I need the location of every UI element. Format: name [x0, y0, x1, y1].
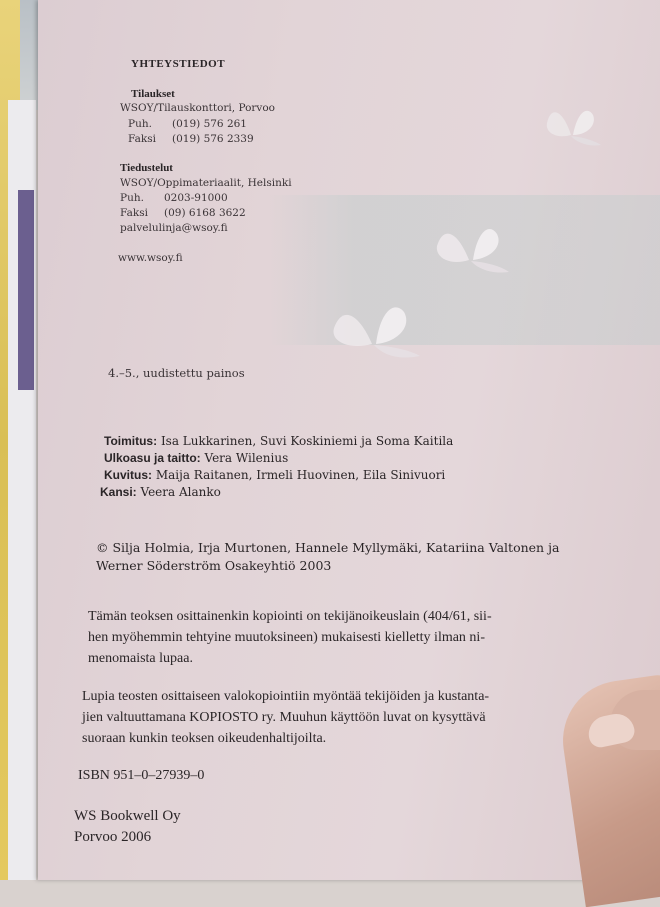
license-notice-line2: jien valtuuttamana KOPIOSTO ry. Muuhun käyttöön luvat on kysyttävä	[82, 710, 486, 725]
orders-fax: (019) 576 2339	[172, 133, 254, 145]
copy-notice-line3: menomaista lupaa.	[88, 651, 193, 666]
credit-names: Maija Raitanen, Irmeli Huovinen, Eila Sinivuori	[155, 468, 446, 482]
inquiries-phone-row	[120, 192, 228, 204]
inquiries-email: palvelulinja@wsoy.fi	[120, 222, 228, 234]
butterfly-icon	[328, 298, 423, 363]
orders-phone-label: Puh.	[128, 118, 152, 130]
credit-role: Kuvitus:	[104, 468, 152, 482]
copyright-line2: Werner Söderström Osakeyhtiö 2003	[96, 558, 332, 573]
isbn: ISBN 951–0–27939–0	[78, 768, 205, 783]
orders-fax-row	[128, 133, 254, 145]
inquiries-fax-row	[120, 207, 246, 219]
credit-names: Vera Wilenius	[204, 451, 289, 465]
orders-phone-row	[128, 118, 247, 130]
edition: 4.–5., uudistettu painos	[108, 366, 245, 380]
inquiries-phone-label: Puh.	[120, 192, 144, 204]
credit-role: Ulkoasu ja taitto:	[104, 451, 201, 465]
inquiries-phone: 0203-91000	[164, 192, 228, 204]
credit-role: Toimitus:	[104, 434, 158, 448]
butterfly-icon	[433, 218, 513, 278]
inquiries-fax-label: Faksi	[120, 207, 148, 219]
orders-org: WSOY/Tilauskonttori, Porvoo	[120, 102, 276, 114]
copy-notice-line2: hen myöhemmin tehtyine muutoksineen) mukaisesti kielletty ilman ni-	[88, 630, 485, 645]
orders-title: Tilaukset	[131, 88, 175, 100]
copyright-line1: © Silja Holmia, Irja Murtonen, Hannele Myllymäki, Katariina Valtonen ja	[96, 540, 560, 555]
credit-row	[104, 434, 453, 448]
credit-role: Kansi:	[100, 485, 137, 499]
credit-names: Veera Alanko	[140, 485, 221, 499]
purple-divider	[18, 190, 34, 390]
orders-phone: (019) 576 261	[172, 118, 247, 130]
license-notice-line3: suoraan kunkin teoksen oikeudenhaltijoilta.	[82, 731, 327, 746]
credit-row	[104, 468, 445, 482]
orders-fax-label: Faksi	[128, 133, 156, 145]
credit-row	[104, 451, 288, 465]
copy-notice-line1: Tämän teoksen osittainenkin kopiointi on tekijänoikeuslain (404/61, sii-	[88, 609, 492, 624]
printer-place-year: Porvoo 2006	[74, 829, 152, 845]
credit-row	[100, 485, 221, 499]
license-notice-line1: Lupia teosten osittaiseen valokopiointiin myöntää tekijöiden ja kustanta-	[82, 689, 490, 704]
inquiries-org: WSOY/Oppimateriaalit, Helsinki	[120, 177, 292, 189]
contact-heading: YHTEYSTIEDOT	[131, 58, 226, 70]
credit-names: Isa Lukkarinen, Suvi Koskiniemi ja Soma Kaitila	[160, 434, 454, 448]
inquiries-title: Tiedustelut	[120, 162, 173, 174]
website: www.wsoy.fi	[118, 252, 183, 264]
printer-name: WS Bookwell Oy	[74, 808, 181, 824]
butterfly-icon	[543, 105, 603, 150]
inquiries-fax: (09) 6168 3622	[164, 207, 246, 219]
